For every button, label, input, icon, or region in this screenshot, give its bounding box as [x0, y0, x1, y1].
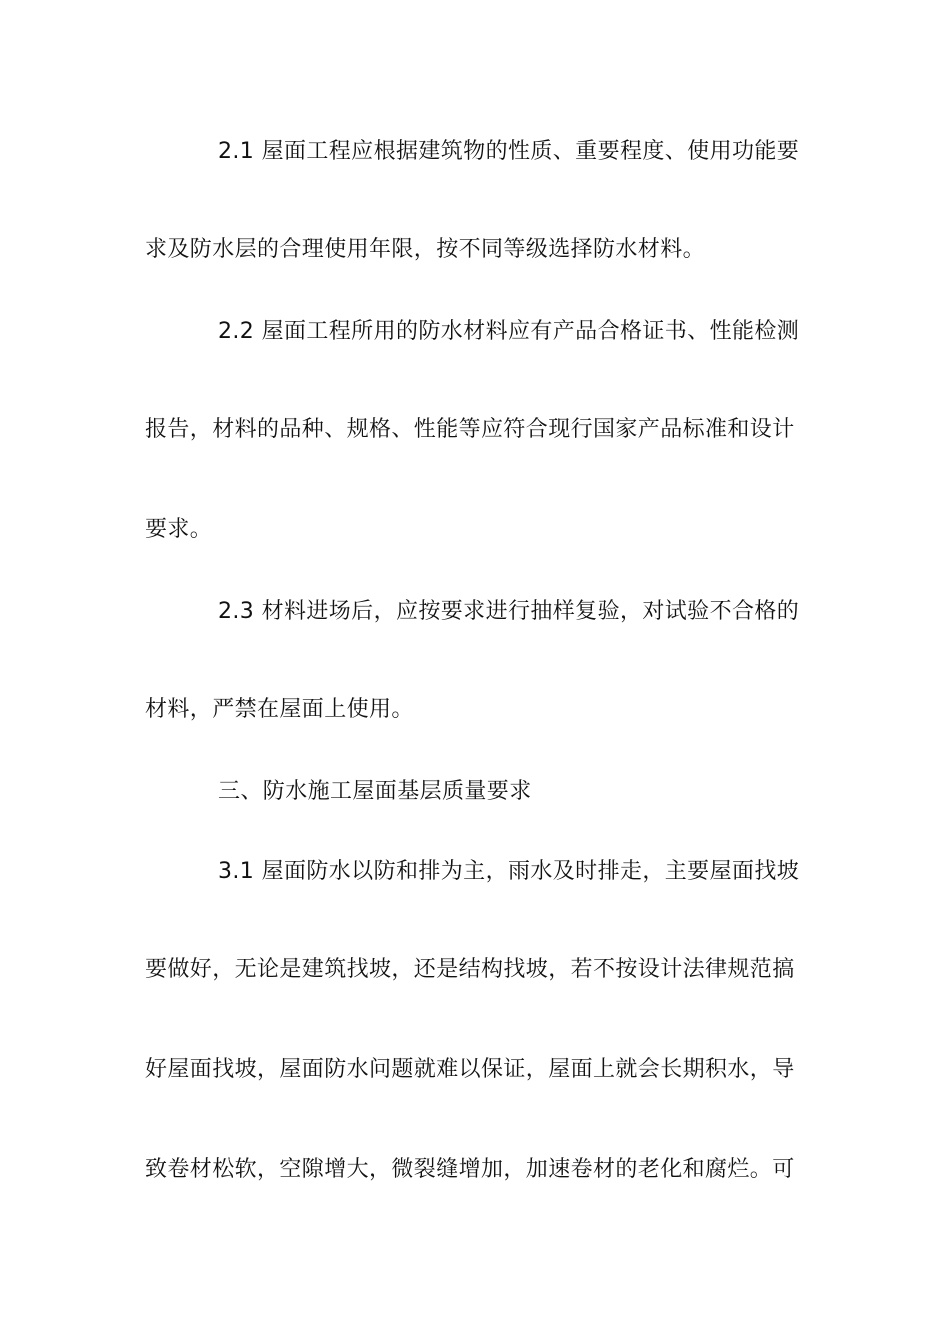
paragraph-2-2-line-1: 2.2 屋面工程所用的防水材料应有产品合格证书、性能检测 — [218, 319, 800, 344]
paragraph-2-2-line-3: 要求。 — [145, 517, 213, 542]
paragraph-2-2-line-2: 报告，材料的品种、规格、性能等应符合现行国家产品标准和设计 — [145, 417, 795, 442]
paragraph-2-1-line-2: 求及防水层的合理使用年限，按不同等级选择防水材料。 — [145, 237, 706, 262]
paragraph-2-1-line-1: 2.1 屋面工程应根据建筑物的性质、重要程度、使用功能要 — [218, 139, 800, 164]
paragraph-3-1-line-1: 3.1 屋面防水以防和排为主，雨水及时排走，主要屋面找坡 — [218, 859, 800, 884]
paragraph-3-1-line-3: 好屋面找坡，屋面防水问题就难以保证，屋面上就会长期积水，导 — [145, 1057, 795, 1082]
paragraph-2-3-line-2: 材料，严禁在屋面上使用。 — [145, 697, 414, 722]
paragraph-3-1-line-2: 要做好，无论是建筑找坡，还是结构找坡，若不按设计法律规范搞 — [145, 957, 795, 982]
paragraph-3-1-line-4: 致卷材松软，空隙增大，微裂缝增加，加速卷材的老化和腐烂。可 — [145, 1157, 795, 1182]
paragraph-2-3-line-1: 2.3 材料进场后，应按要求进行抽样复验，对试验不合格的 — [218, 599, 800, 624]
section-heading-3: 三、防水施工屋面基层质量要求 — [218, 779, 532, 804]
